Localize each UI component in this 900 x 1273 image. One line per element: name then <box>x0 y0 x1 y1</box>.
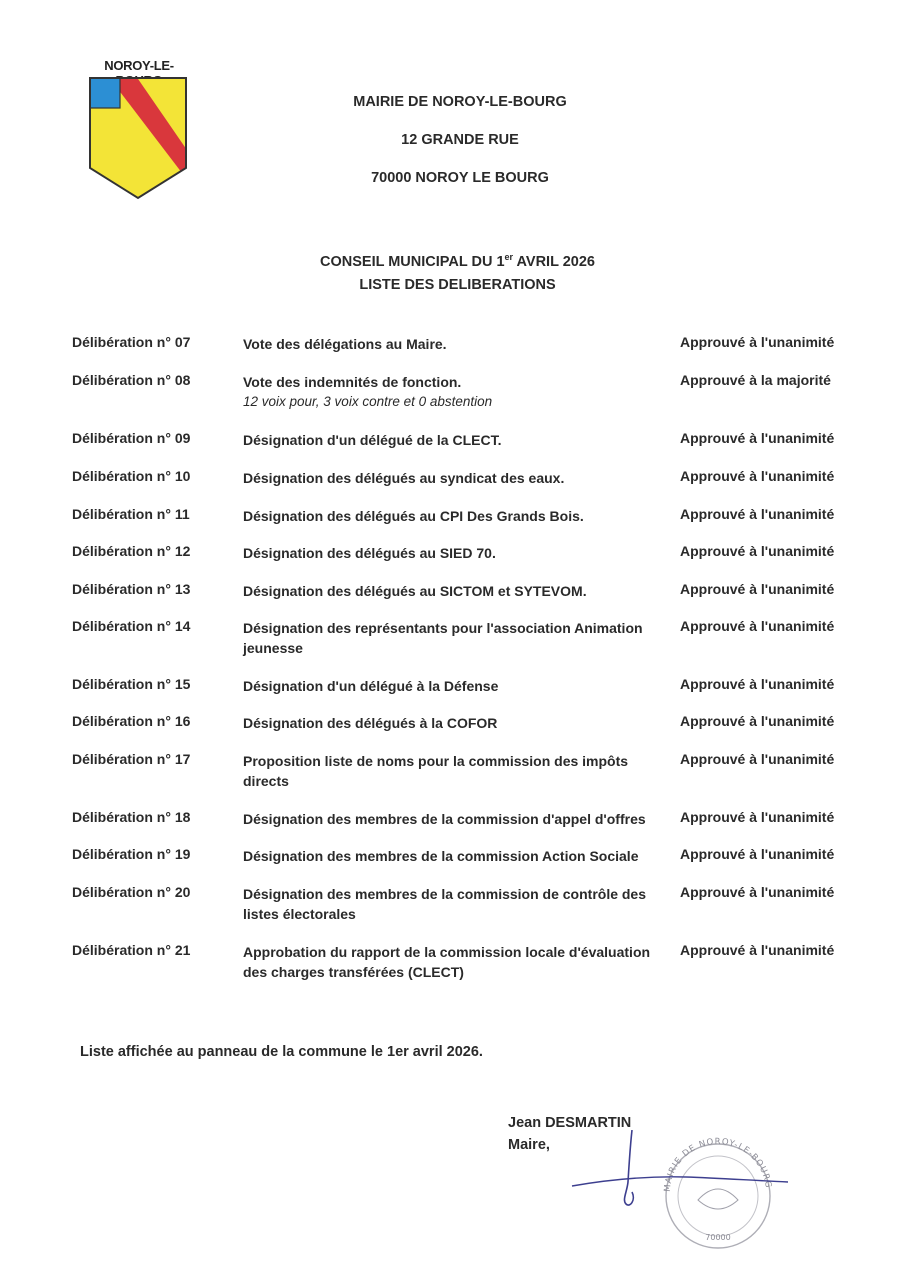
deliberation-number: Délibération n° 08 <box>72 372 191 388</box>
header-line-1: MAIRIE DE NOROY-LE-BOURG <box>353 94 567 110</box>
deliberation-number: Délibération n° 15 <box>72 676 191 692</box>
signature-vertical-stroke <box>624 1130 633 1205</box>
deliberation-subject: Désignation des membres de la commission d'appel d'offres <box>243 811 646 827</box>
deliberation-status: Approuvé à l'unanimité <box>680 430 835 446</box>
deliberation-status: Approuvé à l'unanimité <box>680 809 835 825</box>
deliberation-row <box>60 581 860 618</box>
deliberation-number: Délibération n° 20 <box>72 884 191 900</box>
deliberation-number: Délibération n° 17 <box>72 751 191 767</box>
seal-text: MAIRIE DE NOROY-LE-BOURG <box>662 1136 773 1193</box>
seal-code: 70000 <box>705 1233 731 1242</box>
deliberation-number: Délibération n° 09 <box>72 430 191 446</box>
crest-name: NOROY-LE- <box>104 58 174 73</box>
posting-notice: Liste affichée au panneau de la commune le 1er avril 2026. <box>80 1044 483 1060</box>
commune-crest <box>84 58 194 208</box>
deliberation-status: Approuvé à l'unanimité <box>680 676 835 692</box>
deliberation-status: Approuvé à l'unanimité <box>680 506 835 522</box>
deliberation-row <box>60 846 860 884</box>
deliberation-number: Délibération n° 16 <box>72 713 191 729</box>
deliberation-status: Approuvé à l'unanimité <box>680 618 835 634</box>
deliberation-subject: Vote des délégations au Maire. <box>243 336 447 352</box>
deliberation-subject: Désignation d'un délégué à la Défense <box>243 678 499 694</box>
seal-ring-inner <box>678 1156 758 1236</box>
deliberation-row <box>60 506 860 543</box>
deliberation-subject: Désignation d'un délégué de la CLECT. <box>243 432 502 448</box>
deliberation-row <box>60 468 860 506</box>
deliberation-subject: Désignation des délégués au SICTOM et SYTEVOM. <box>243 583 587 599</box>
deliberation-number: Délibération n° 14 <box>72 618 191 634</box>
deliberation-number: Délibération n° 10 <box>72 468 191 484</box>
deliberation-subject: Désignation des délégués au syndicat des eaux. <box>243 470 565 486</box>
title-suffix: AVRIL 2026 <box>513 253 595 270</box>
deliberation-status: Approuvé à l'unanimité <box>680 884 835 900</box>
deliberation-row <box>60 676 860 713</box>
deliberation-status: Approuvé à l'unanimité <box>680 942 835 958</box>
deliberation-number: Délibération n° 07 <box>72 334 191 350</box>
seal-emblem <box>698 1189 738 1209</box>
deliberation-status: Approuvé à l'unanimité <box>680 581 835 597</box>
deliberation-status: Approuvé à la majorité <box>680 372 831 388</box>
deliberation-row <box>60 618 860 676</box>
deliberation-subject: Proposition liste de noms pour la commission des impôts directs <box>243 753 629 789</box>
signature-and-seal <box>566 1130 796 1250</box>
title-sup: er <box>504 252 514 262</box>
deliberation-row <box>60 430 860 468</box>
signatory-name: Jean DESMARTIN <box>508 1115 632 1131</box>
deliberation-subject: Désignation des membres de la commission de contrôle des listes électorales <box>243 886 647 922</box>
deliberation-status: Approuvé à l'unanimité <box>680 334 835 350</box>
deliberation-row <box>60 713 860 751</box>
deliberation-number: Délibération n° 12 <box>72 543 191 559</box>
deliberation-status: Approuvé à l'unanimité <box>680 751 835 767</box>
deliberation-status: Approuvé à l'unanimité <box>680 846 835 862</box>
signatory-role: Maire, <box>508 1137 550 1153</box>
document-title <box>250 244 665 300</box>
deliberation-subject-block <box>243 372 673 412</box>
deliberation-row <box>60 809 860 846</box>
deliberation-status: Approuvé à l'unanimité <box>680 543 835 559</box>
title-prefix: CONSEIL MUNICIPAL DU 1 <box>320 253 505 270</box>
title-subtitle: LISTE DES DELIBERATIONS <box>359 277 556 293</box>
deliberation-status: Approuvé à l'unanimité <box>680 468 835 484</box>
deliberation-number: Délibération n° 11 <box>72 506 190 522</box>
header-line-3: 70000 NOROY LE BOURG <box>371 170 549 186</box>
deliberation-status: Approuvé à l'unanimité <box>680 713 835 729</box>
deliberation-subject: Désignation des délégués au CPI Des Grands Bois. <box>243 508 584 524</box>
deliberation-row <box>60 372 860 430</box>
deliberation-subject: Désignation des représentants pour l'association Animation jeunesse <box>243 620 643 656</box>
deliberation-row <box>60 751 860 809</box>
deliberation-subject: Désignation des délégués au SIED 70. <box>243 545 496 561</box>
deliberation-number: Délibération n° 18 <box>72 809 191 825</box>
deliberation-row <box>60 942 860 1000</box>
title-line <box>250 244 665 272</box>
deliberation-row <box>60 334 860 372</box>
deliberation-row <box>60 543 860 581</box>
deliberation-subject: Désignation des délégués à la COFOR <box>243 715 498 731</box>
coat-of-arms-icon <box>88 76 188 200</box>
deliberation-subject: Vote des indemnités de fonction. <box>243 374 462 390</box>
mairie-header <box>270 90 650 204</box>
deliberation-number: Délibération n° 21 <box>72 942 191 958</box>
deliberation-number: Délibération n° 19 <box>72 846 191 862</box>
deliberation-number: Délibération n° 13 <box>72 581 191 597</box>
vote-details: 12 voix pour, 3 voix contre et 0 abstention <box>243 394 493 409</box>
header-line-2: 12 GRANDE RUE <box>401 132 519 148</box>
deliberations-list <box>60 334 860 1000</box>
deliberation-subject: Désignation des membres de la commission Action Sociale <box>243 848 639 864</box>
deliberation-subject: Approbation du rapport de la commission locale d'évaluation des charges transférées (CLECT) <box>243 944 651 980</box>
deliberation-row <box>60 884 860 942</box>
